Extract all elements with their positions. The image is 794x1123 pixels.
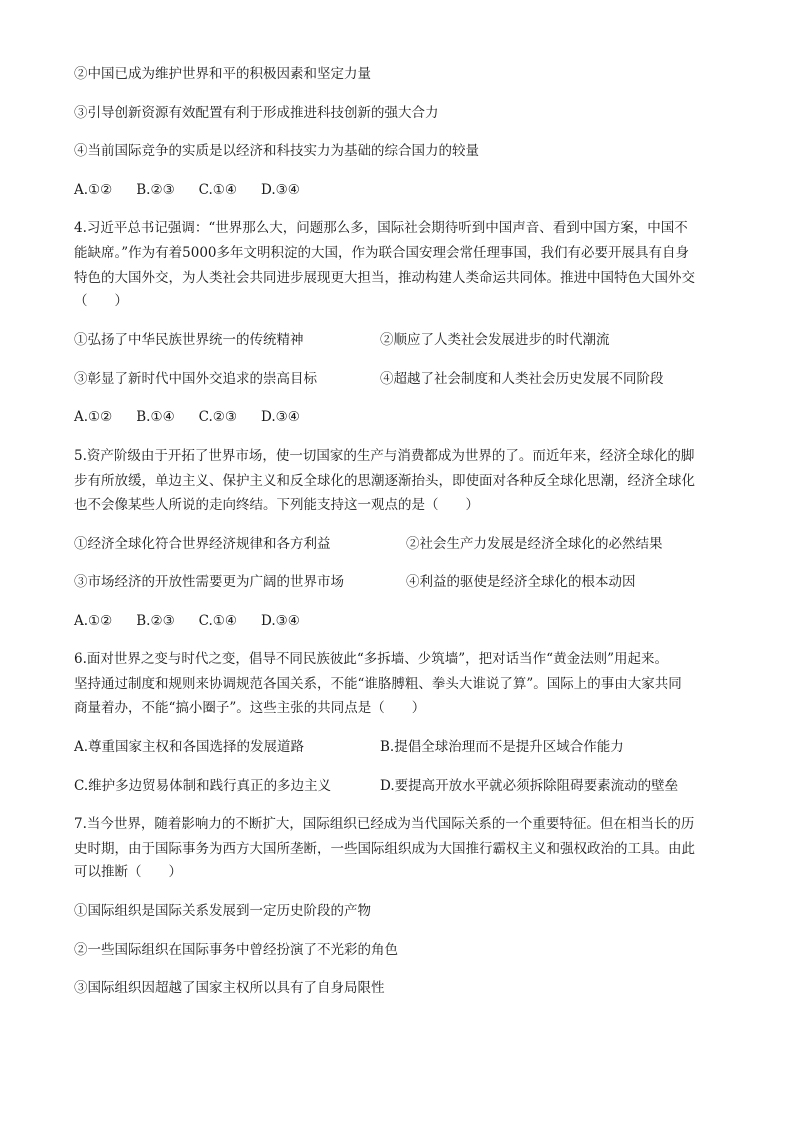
q3-option-b: B.②③ [136,182,175,198]
q5-stem-line-1: 5.资产阶级由于开拓了世界市场，使一切国家的生产与消费都成为世界的了。而近年来，经济全球化的脚 [74,448,695,464]
q5-stem-line-3: 也不会像某些人所说的走向终结。下列能支持这一观点的是（ ） [74,497,479,513]
q7-stem-line-2: 史时期，由于国际事务为西方大国所垄断，一些国际组织成为大国推行霸权主义和强权政治的工具。由此 [74,841,695,857]
q4-stem-line-2: 能缺席。”作为有着5000多年文明积淀的大国，作为联合国安理会常任理事国，我们有必要开展具有自身 [74,245,690,261]
q4-stem-line-1: 4.习近平总书记强调：“世界那么大，问题那么多，国际社会期待听到中国声音、看到中国方案，中国不 [74,220,688,236]
q3-statement-2: ②中国已成为维护世界和平的积极因素和坚定力量 [74,66,371,82]
q7-statement-3: ③国际组织因超越了国家主权所以具有了自身局限性 [74,980,385,996]
q4-option-b: B.①④ [136,409,175,425]
q3-options [74,180,324,200]
q3-option-d: D.③④ [261,182,300,198]
q5-option-b: B.②③ [136,613,175,629]
q6-option-b: B.提倡全球治理而不是提升区域合作能力 [380,739,624,755]
q5-options [74,611,324,631]
q4-options [74,407,324,427]
q4-statement-3: ③彰显了新时代中国外交追求的崇高目标 [74,371,317,387]
q7-statement-2: ②一些国际组织在国际事务中曾经扮演了不光彩的角色 [74,942,398,958]
q6-option-d: D.要提高开放水平就必须拆除阻碍要素流动的壁垒 [380,778,679,794]
q4-statement-1: ①弘扬了中华民族世界统一的传统精神 [74,332,304,348]
q3-option-c: C.①④ [198,182,238,198]
q4-statement-4: ④超越了社会制度和人类社会历史发展不同阶段 [380,371,664,387]
q3-statement-4: ④当前国际竞争的实质是以经济和科技实力为基础的综合国力的较量 [74,143,479,159]
q7-stem-line-1: 7.当今世界，随着影响力的不断扩大，国际组织已经成为当代国际关系的一个重要特征。但在相当长的历 [74,816,695,832]
q4-option-c: C.②③ [198,409,238,425]
q6-stem-line-1: 6.面对世界之变与时代之变，倡导不同民族彼此“多拆墙、少筑墙”，把对话当作“黄金法则”用起来。 [74,651,668,667]
q5-stem-line-2: 步有所放缓，单边主义、保护主义和反全球化的思潮逐渐抬头，即使面对各种反全球化思潮，经济全球化 [74,473,695,489]
q7-statement-1: ①国际组织是国际关系发展到一定历史阶段的产物 [74,903,371,919]
q6-stem-line-2: 坚持通过制度和规则来协调规范各国关系，不能“谁胳膊粗、拳头大谁说了算”。国际上的事由大家共同 [74,676,682,692]
q5-option-d: D.③④ [261,613,300,629]
q5-option-a: A.①② [74,613,113,629]
q4-option-d: D.③④ [261,409,300,425]
q7-stem-line-3: 可以推断（ ） [74,864,182,880]
q4-stem-line-3: 特色的大国外交，为人类社会共同进步展现更大担当，推动构建人类命运共同体。推进中国特色大国外交 [74,270,695,286]
q6-option-a: A.尊重国家主权和各国选择的发展道路 [74,739,305,755]
q3-option-a: A.①② [74,182,113,198]
q5-statement-4: ④利益的驱使是经济全球化的根本动因 [406,574,636,590]
q5-statement-2: ②社会生产力发展是经济全球化的必然结果 [406,536,663,552]
q6-option-c: C.维护多边贸易体制和践行真正的多边主义 [74,778,332,794]
q3-statement-3: ③引导创新资源有效配置有利于形成推进科技创新的强大合力 [74,105,439,121]
q6-stem-line-3: 商量着办，不能“搞小圈子”。这些主张的共同点是（ ） [74,700,426,716]
q5-statement-1: ①经济全球化符合世界经济规律和各方利益 [74,536,331,552]
q5-statement-3: ③市场经济的开放性需要更为广阔的世界市场 [74,574,344,590]
q4-statement-2: ②顺应了人类社会发展进步的时代潮流 [380,332,610,348]
q5-option-c: C.①④ [198,613,238,629]
q4-option-a: A.①② [74,409,113,425]
q4-stem-line-4: （ ） [74,293,128,309]
